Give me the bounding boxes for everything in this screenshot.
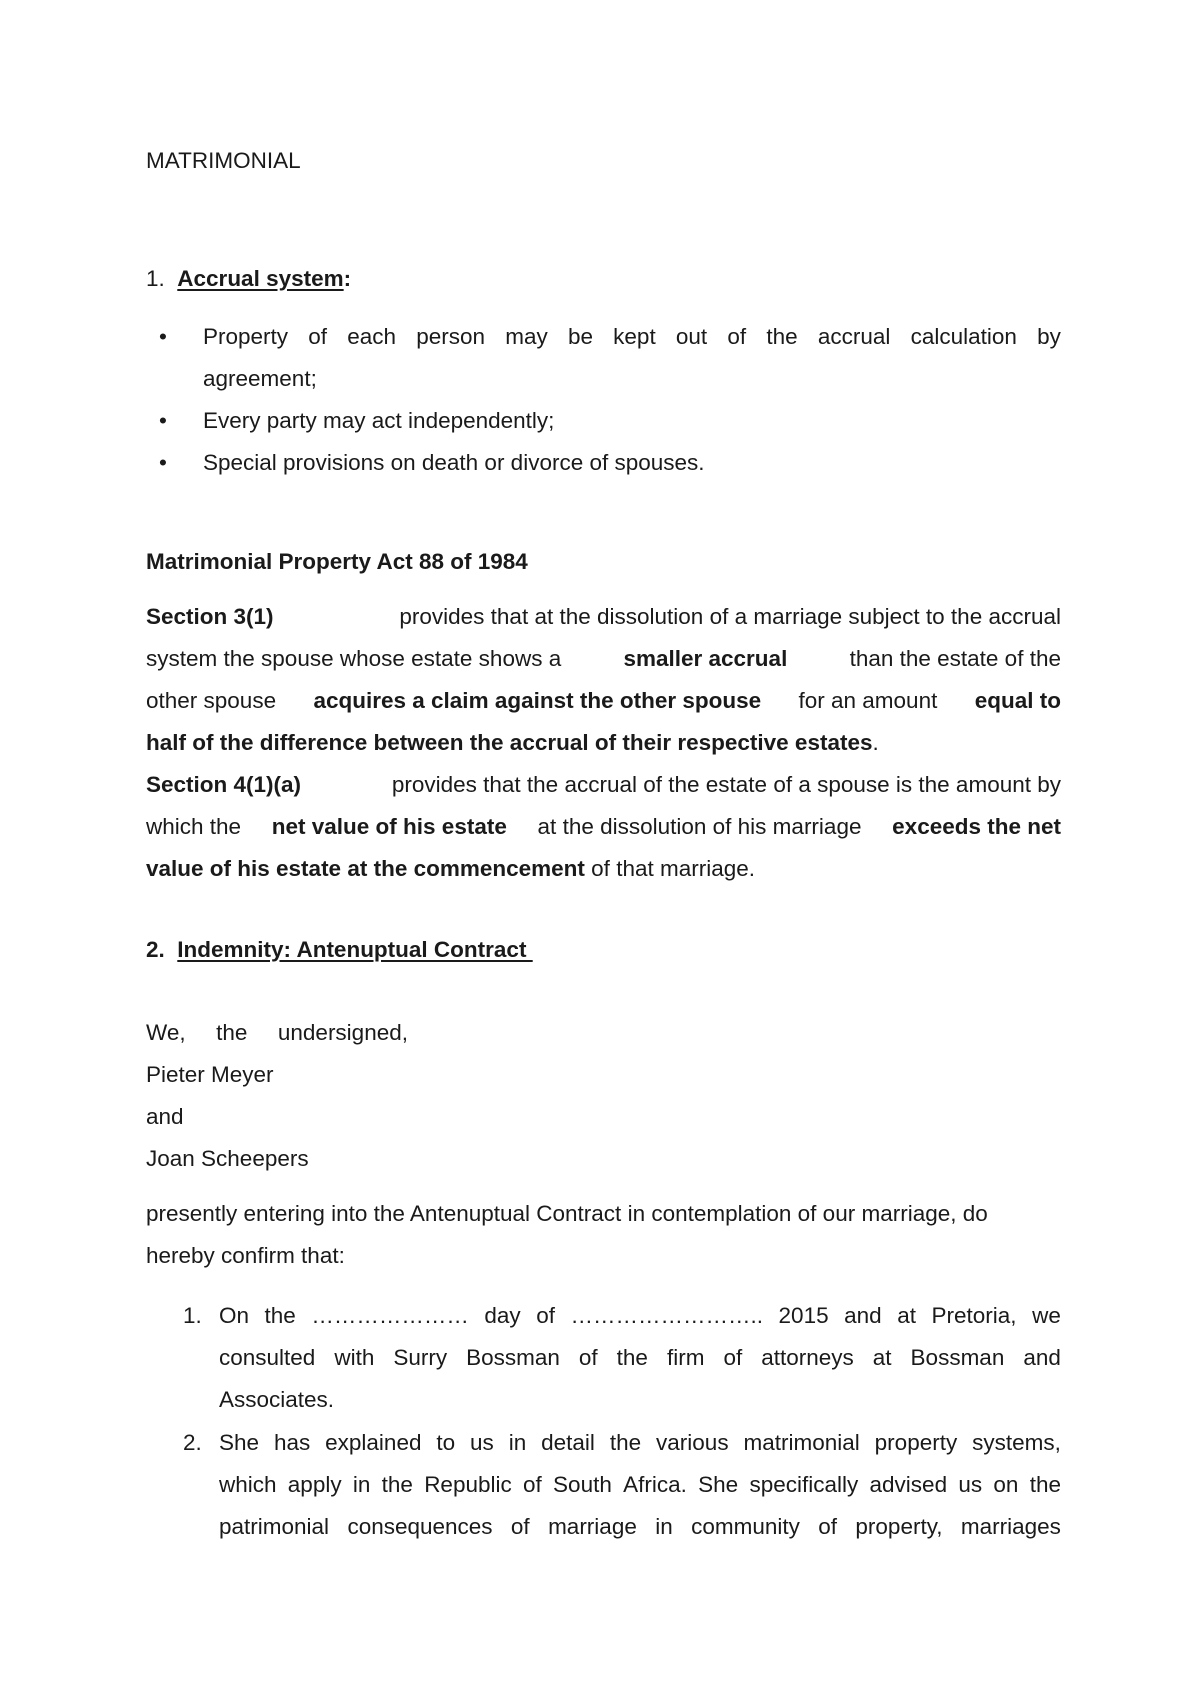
word: in: [508, 1430, 527, 1455]
s3-bold-4: half of the difference between the accrual of their respective estates: [146, 730, 873, 755]
s3-bold-3: equal to: [974, 688, 1061, 713]
word: at: [897, 1303, 916, 1328]
s3-text-3: than the estate of the: [849, 646, 1061, 671]
word: specifically: [749, 1472, 859, 1497]
s3-label: Section 3(1): [146, 604, 274, 629]
bullet-3: Special provisions on death or divorce of spouses.: [203, 450, 705, 475]
word: Surry: [393, 1345, 448, 1370]
word: various: [656, 1430, 729, 1455]
confirm-line-1: presently entering into the Antenuptual Contract in contemplation of our marriage, do: [146, 1201, 988, 1226]
bullet-2: Every party may act independently;: [203, 408, 555, 433]
item-1-line-3: Associates.: [219, 1387, 335, 1412]
word: property: [874, 1430, 958, 1455]
confirm-line-2: hereby confirm that:: [146, 1243, 345, 1268]
word: of: [510, 1514, 530, 1539]
word: be: [567, 324, 593, 349]
word: marriage: [548, 1514, 637, 1539]
word: to: [436, 1430, 456, 1455]
word: of: [727, 324, 747, 349]
word: property,: [855, 1514, 943, 1539]
word: at: [872, 1345, 892, 1370]
word: matrimonial: [743, 1430, 860, 1455]
party-and: and: [146, 1104, 184, 1129]
word: us: [958, 1472, 983, 1497]
s4-line-3: [146, 858, 755, 881]
s4-label: Section 4(1)(a): [146, 772, 302, 797]
word: She: [219, 1430, 260, 1455]
item-1-number: 1.: [183, 1303, 202, 1328]
word: advised: [869, 1472, 948, 1497]
item-1-line-1: [219, 1305, 1061, 1328]
s3-text-1: provides that at the dissolution of a marriage subject to the accrual: [399, 604, 1061, 629]
word: undersigned,: [277, 1020, 408, 1045]
word: and: [1023, 1345, 1061, 1370]
bullet-dot: •: [159, 408, 167, 433]
word: calculation: [910, 324, 1017, 349]
section-2-number: 2.: [146, 937, 165, 962]
word: firm: [666, 1345, 705, 1370]
word: we: [1032, 1303, 1061, 1328]
word: apply: [287, 1472, 342, 1497]
party-2-name: Joan Scheepers: [146, 1146, 309, 1171]
date-blank-month: ……………………..: [570, 1303, 764, 1328]
s4-bold-1: net value of his estate: [271, 814, 507, 839]
word: systems,: [972, 1430, 1061, 1455]
word: by: [1037, 324, 1061, 349]
word: Bossman: [910, 1345, 1005, 1370]
s3-line-3: [146, 690, 1061, 713]
s4-text-1: provides that the accrual of the estate of a spouse is the amount by: [391, 772, 1061, 797]
word: the: [766, 324, 798, 349]
word: in: [655, 1514, 673, 1539]
s4-line-1: [146, 774, 1061, 797]
parties-intro: [146, 1022, 408, 1045]
item-2-line-2: [219, 1474, 1061, 1497]
section-1-number: 1.: [146, 266, 165, 291]
s3-text-6: .: [872, 730, 879, 755]
word: of: [536, 1303, 555, 1328]
word: of: [523, 1472, 542, 1497]
s4-text-2: which the: [146, 814, 242, 839]
word: with: [334, 1345, 375, 1370]
word: day: [484, 1303, 521, 1328]
word: of: [308, 324, 328, 349]
bullet-dot: •: [159, 450, 167, 475]
word: accrual: [817, 324, 891, 349]
word: has: [273, 1430, 311, 1455]
s3-bold-1: smaller accrual: [623, 646, 788, 671]
word: Pretoria,: [931, 1303, 1017, 1328]
bullet-dot: •: [159, 324, 167, 349]
word: in: [352, 1472, 371, 1497]
word: On: [219, 1303, 250, 1328]
party-1-name: Pieter Meyer: [146, 1062, 274, 1087]
word: kept: [613, 324, 656, 349]
s3-line-4: [146, 732, 879, 755]
word: of: [578, 1345, 598, 1370]
word: each: [347, 324, 397, 349]
word: Republic: [424, 1472, 512, 1497]
word: the: [609, 1430, 642, 1455]
section-2-heading: [146, 939, 533, 962]
word: on: [993, 1472, 1019, 1497]
act-heading: Matrimonial Property Act 88 of 1984: [146, 549, 528, 574]
s3-line-2: [146, 648, 1061, 671]
item-1-line-2: [219, 1347, 1061, 1370]
s4-text-3: at the dissolution of his marriage: [537, 814, 862, 839]
word: consequences: [347, 1514, 493, 1539]
word: person: [416, 324, 486, 349]
word: the: [616, 1345, 648, 1370]
word: may: [505, 324, 548, 349]
section-1-colon: :: [343, 266, 352, 291]
date-blank-day: …………………: [311, 1303, 469, 1328]
word: Bossman: [466, 1345, 560, 1370]
s4-bold-3: value of his estate at the commencement: [146, 856, 585, 881]
word: Property: [203, 324, 289, 349]
word: marriages: [960, 1514, 1061, 1539]
section-1-heading: [146, 268, 351, 291]
s3-bold-2: acquires a claim against the other spouse: [313, 688, 762, 713]
s3-line-1: [146, 606, 1061, 629]
word: the: [381, 1472, 413, 1497]
word: explained: [325, 1430, 422, 1455]
s4-text-4: of that marriage.: [591, 856, 755, 881]
word: detail: [541, 1430, 595, 1455]
word: attorneys: [761, 1345, 854, 1370]
word: of: [723, 1345, 743, 1370]
s3-text-4: other spouse: [146, 688, 277, 713]
item-2-line-3: [219, 1516, 1061, 1539]
word: of: [818, 1514, 838, 1539]
section-2-title: Indemnity: Antenuptual Contract: [177, 937, 533, 962]
bullet-1-line-1: [203, 326, 1061, 349]
word: Africa.: [623, 1472, 687, 1497]
s3-text-2: system the spouse whose estate shows a: [146, 646, 562, 671]
word: patrimonial: [219, 1514, 330, 1539]
word: which: [219, 1472, 277, 1497]
word: community: [691, 1514, 800, 1539]
word: and: [844, 1303, 882, 1328]
word: the: [216, 1020, 248, 1045]
word: the: [1029, 1472, 1061, 1497]
word: We,: [146, 1020, 186, 1045]
word: us: [470, 1430, 494, 1455]
bullet-1-line-2: agreement;: [203, 366, 317, 391]
word: the: [264, 1303, 296, 1328]
item-2-number: 2.: [183, 1430, 202, 1455]
section-1-title: Accrual system: [177, 266, 344, 291]
word: consulted: [219, 1345, 316, 1370]
s4-line-2: [146, 816, 1061, 839]
word: South: [553, 1472, 612, 1497]
word: out: [675, 324, 708, 349]
item-2-line-1: [219, 1432, 1061, 1455]
s3-text-5: for an amount: [798, 688, 938, 713]
s4-bold-2: exceeds the net: [892, 814, 1061, 839]
page-title: MATRIMONIAL: [146, 148, 301, 173]
word: 2015: [778, 1303, 829, 1328]
word: She: [698, 1472, 739, 1497]
